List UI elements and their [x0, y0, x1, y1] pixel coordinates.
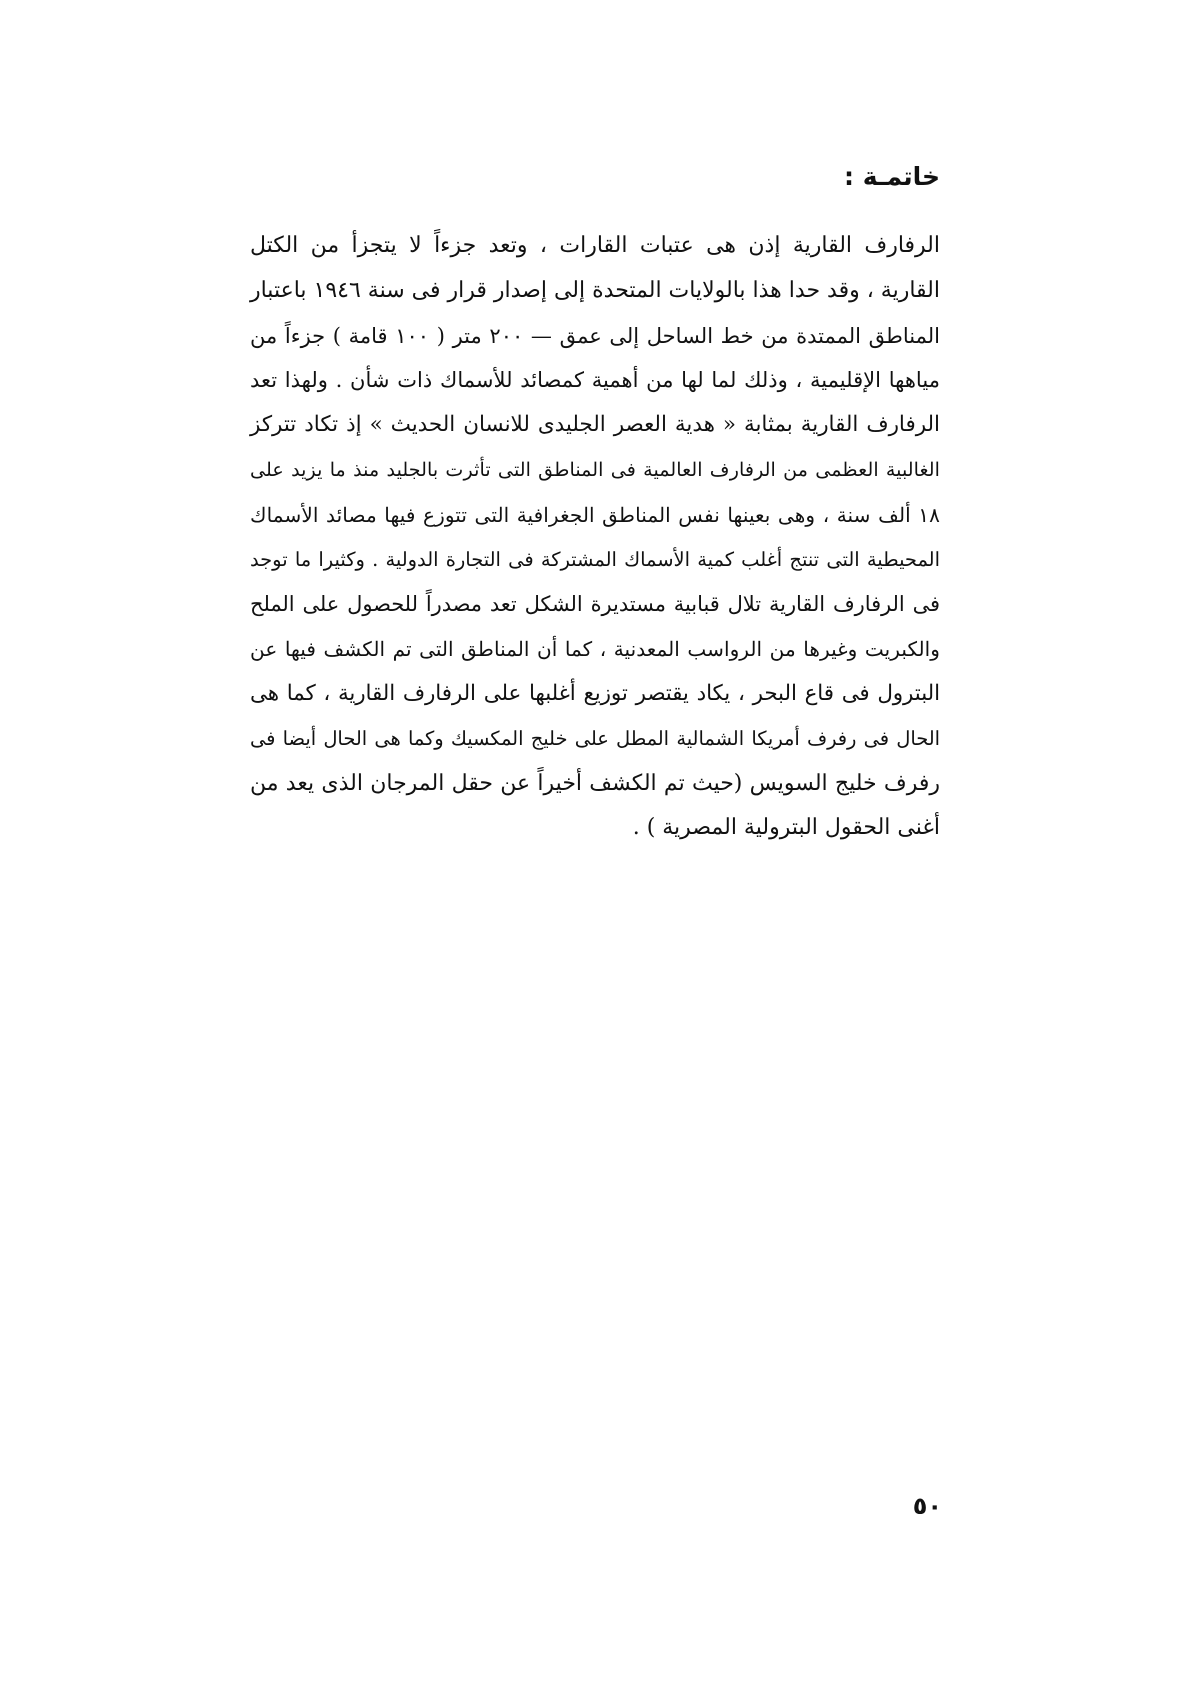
paragraph-line: الرفارف القارية بمثابة « هدية العصر الجليدى للانسان الحديث » إذ تكاد تتركز — [250, 412, 940, 438]
paragraph-line: الرفارف القارية إذن هى عتبات القارات ، وتعد جزءاً لا يتجزأ من الكتل — [250, 233, 940, 258]
paragraph-line: والكبريت وغيرها من الرواسب المعدنية ، كما أن المناطق التى تم الكشف فيها عن — [250, 637, 940, 662]
paragraph-line: المحيطية التى تنتج أغلب كمية الأسماك المشتركة فى التجارة الدولية . وكثيرا ما توجد — [250, 547, 940, 571]
page-number: ٥٠ — [912, 1492, 942, 1520]
section-title: خاتمـة : — [844, 162, 940, 191]
paragraph-line: مياهها الإقليمية ، وذلك لما لها من أهمية كمصائد للأسماك ذات شأن . ولهذا تعد — [250, 367, 940, 393]
paragraph-line: الغالبية العظمى من الرفارف العالمية فى المناطق التى تأثرت بالجليد منذ ما يزيد على — [250, 457, 940, 481]
paragraph-line: القارية ، وقد حدا هذا بالولايات المتحدة إلى إصدار قرار فى سنة ١٩٤٦ باعتبار — [249, 277, 940, 303]
paragraph-line: البترول فى قاع البحر ، يكاد يقتصر توزيع أغلبها على الرفارف القارية ، كما هى — [250, 680, 940, 706]
paragraph-line: أغنى الحقول البترولية المصرية ) . — [632, 815, 940, 841]
paragraph-line: المناطق الممتدة من خط الساحل إلى عمق — ٢٠٠ متر ( ١٠٠ قامة ) جزءاً من — [250, 322, 940, 348]
paragraph-line: ١٨ ألف سنة ، وهى بعينها نفس المناطق الجغرافية التى تتوزع فيها مصائد الأسماك — [250, 502, 940, 527]
paragraph-line: فى الرفارف القارية تلال قبابية مستديرة الشكل تعد مصدراً للحصول على الملح — [250, 592, 940, 617]
paragraph — [250, 224, 940, 851]
paragraph-line: رفرف خليج السويس (حيث تم الكشف أخيراً عن حقل المرجان الذى يعد من — [250, 770, 940, 796]
paragraph-line: الحال فى رفرف أمريكا الشمالية المطل على خليج المكسيك وكما هى الحال أيضا فى — [250, 726, 941, 750]
